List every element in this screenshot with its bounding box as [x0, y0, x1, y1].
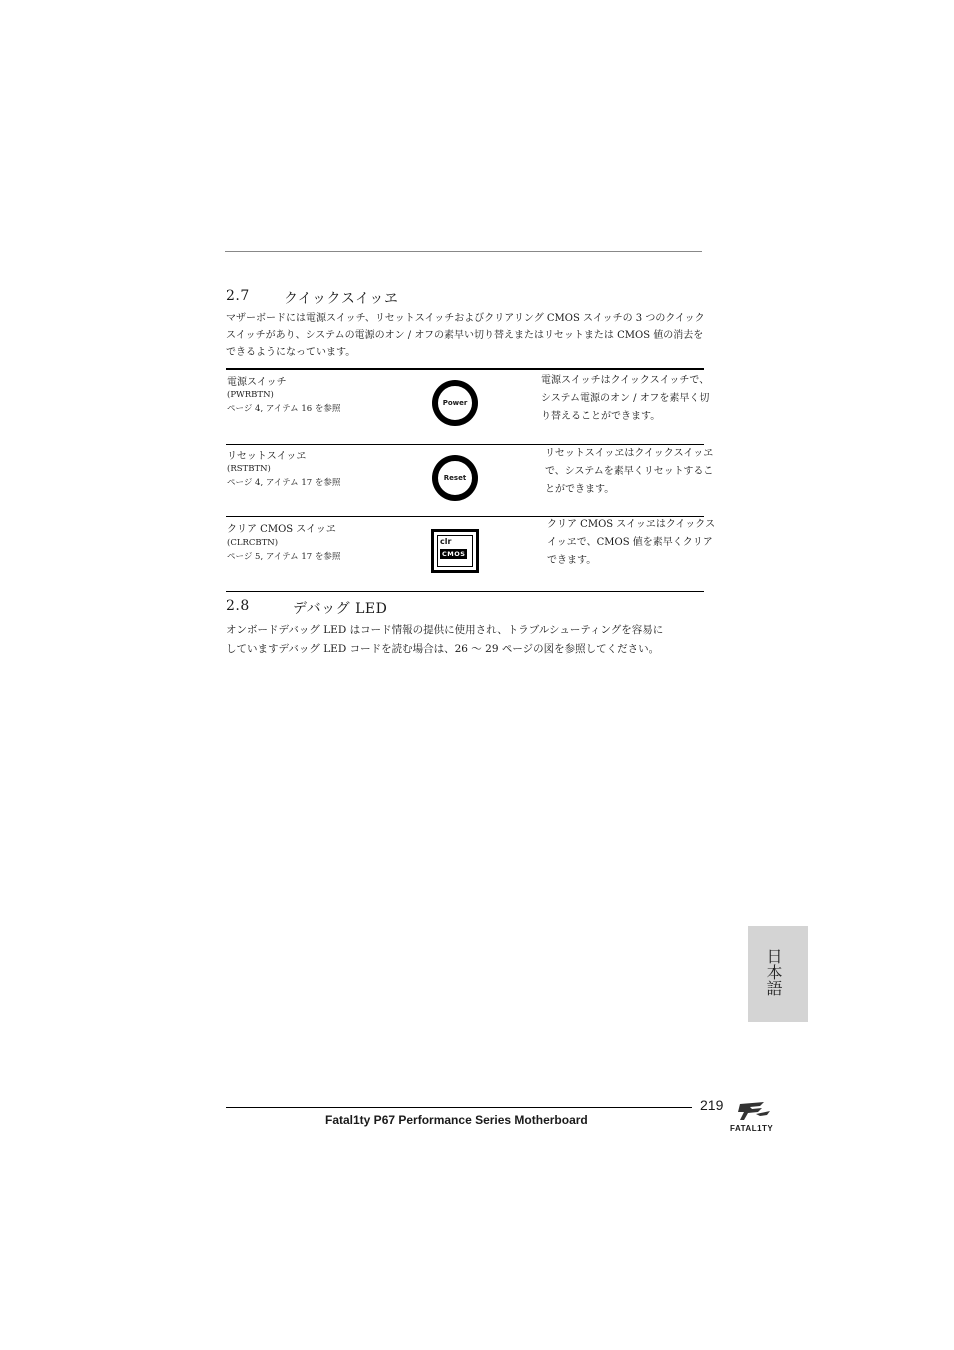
fatal1ty-logo	[730, 1100, 782, 1136]
power-switch-description	[541, 372, 709, 426]
section-2-8-title: デバッグ LED	[293, 601, 388, 617]
power-switch-ref: ページ 4, アイテム 16 を参照	[227, 404, 341, 414]
power-switch-code: (PWRBTN)	[227, 390, 274, 400]
power-switch-name: 電源スイッチ	[227, 377, 287, 388]
top-rule	[225, 251, 702, 252]
desc-line: できます。	[547, 555, 597, 566]
desc-line: クリア CMOS スイッヱはクイックス	[547, 519, 716, 530]
reset-switch-name: リセットスイッヱ	[227, 451, 307, 462]
table-bottom-rule	[226, 591, 704, 592]
clear-cmos-switch-code: (CLRCBTN)	[227, 538, 279, 548]
table-top-rule	[226, 368, 704, 370]
desc-line: とができます。	[545, 484, 615, 495]
power-button-label: Power	[437, 385, 473, 421]
language-side-tab	[748, 926, 808, 1022]
reset-button-label: Reset	[437, 460, 473, 496]
reset-switch-description	[545, 445, 713, 499]
reset-switch-ref: ページ 4, アイテム 17 を参照	[227, 478, 341, 488]
clear-cmos-switch-name: クリア CMOS スイッヱ	[227, 524, 336, 535]
section-2-8-line-1: オンボードデバッグ LED はコード情報の提供に使用され、トラブルシューティングを容易に	[226, 624, 664, 636]
desc-line: システム電源のオン / オフを素早く切	[541, 393, 710, 404]
section-2-8-line-2: していますデバッグ LED コードを読む場合は、26 〜 29 ページの図を参照してください。	[226, 643, 660, 655]
reset-button-icon	[432, 455, 478, 501]
desc-line: イッヱで、CMOS 値を素早くクリア	[547, 537, 713, 548]
reset-switch-code: (RSTBTN)	[227, 464, 271, 474]
footer-title: Fatal1ty P67 Performance Series Motherboard	[325, 1113, 588, 1127]
clear-cmos-switch-description	[547, 516, 715, 570]
section-2-7-intro: マザーボードには電源スイッチ、リセットスイッチおよびクリアリング CMOS スイッチの 3 つのクイックスイッチがあり、システムの電源のオン / オフの素早い切り替えまたはリセットまたは CMOS 値の消去をできるようになっています。	[226, 313, 705, 358]
page-number: 219	[700, 1097, 724, 1113]
fatal1ty-logo-mark-icon	[730, 1100, 782, 1122]
clear-cmos-button-icon	[431, 529, 479, 573]
desc-line: で、システムを素早くリセットするこ	[545, 466, 714, 477]
language-side-tab-label: 日本語	[764, 948, 783, 996]
section-2-7-number: 2.7	[226, 288, 250, 304]
clear-cmos-label-cmos: CMOS	[442, 550, 466, 558]
section-2-8-number: 2.8	[226, 598, 250, 614]
desc-line: 電源スイッチはクイックスイッチで、	[541, 375, 710, 386]
clear-cmos-label-clr: clr	[440, 537, 452, 546]
desc-line: リセットスイッヱはクイックスイッヱ	[545, 448, 714, 459]
desc-line: り替えることができます。	[541, 411, 661, 422]
fatal1ty-logo-text: FATAL1TY	[730, 1124, 774, 1133]
section-2-7-title: クイックスイッヱ	[284, 291, 399, 307]
footer-rule	[226, 1107, 692, 1108]
power-button-icon	[432, 380, 478, 426]
clear-cmos-switch-ref: ページ 5, アイテム 17 を参照	[227, 552, 341, 562]
